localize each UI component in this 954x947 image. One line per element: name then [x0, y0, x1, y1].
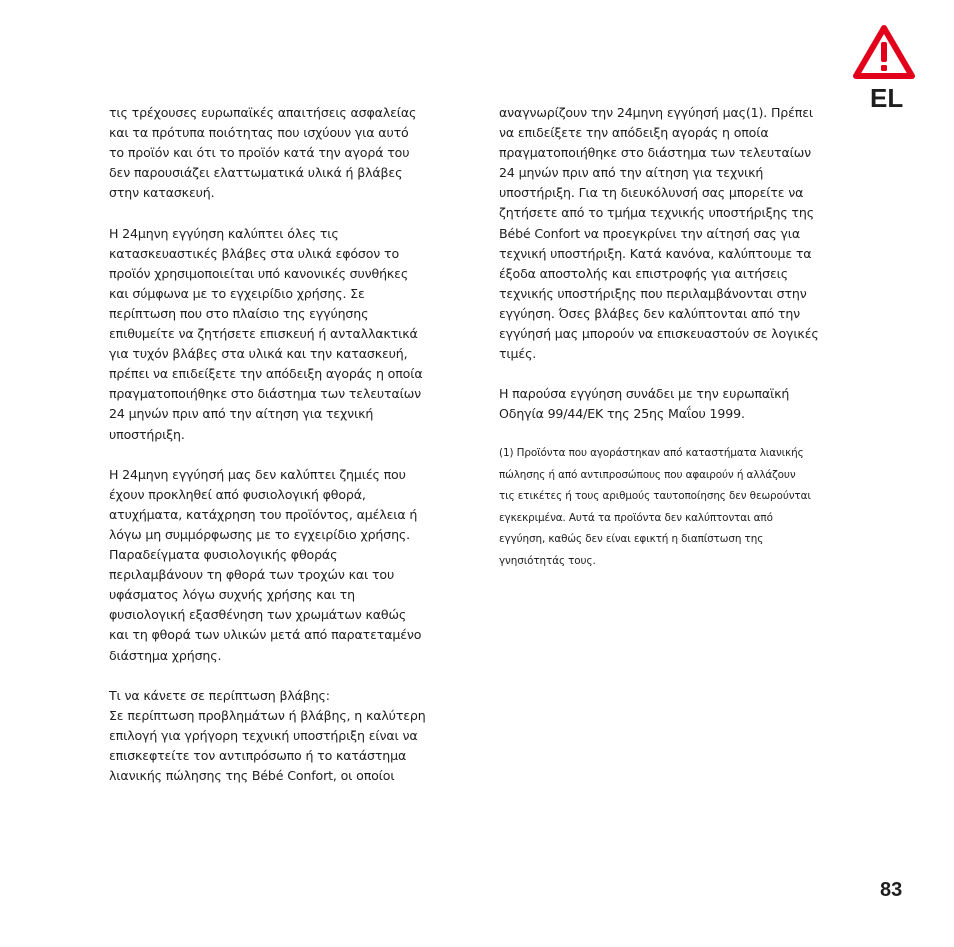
- text-line: Η 24μηνη εγγύησή μας δεν καλύπτει ζημιές που: [109, 466, 406, 482]
- text-line: υποστήριξη.: [109, 426, 185, 442]
- text-line: Η 24μηνη εγγύηση καλύπτει όλες τις: [109, 225, 339, 241]
- text-line: τιμές.: [499, 346, 537, 362]
- text-line: υποστήριξη. Για τη διευκόλυνσή σας μπορείτε να: [499, 185, 804, 201]
- text-line: υφάσματος λόγω συχνής χρήσης και τη: [109, 587, 355, 603]
- text-line: κατασκευαστικές βλάβες στα υλικά εφόσον το: [109, 245, 400, 261]
- text-line: για τυχόν βλάβες στα υλικά και την κατασκευή,: [109, 346, 408, 362]
- text-line: και τη φθορά των υλικών μετά από παρατεταμένο: [109, 627, 422, 643]
- text-line: πραγματοποιήθηκε στο διάστημα των τελευταίων: [109, 386, 422, 402]
- footnote-line: τις ετικέτες ή τους αριθμούς ταυτοποίησης δεν θεωρούνται: [499, 490, 811, 503]
- page-number: 83: [880, 879, 903, 901]
- footnote-line: εγκεκριμένα. Αυτά τα προϊόντα δεν καλύπτονται από: [499, 511, 773, 524]
- left-column: [109, 103, 474, 806]
- text-line: έξοδα αποστολής και επιστροφής για αιτήσεις: [499, 265, 788, 281]
- text-line: έχουν προκληθεί από φυσιολογική φθορά,: [109, 486, 366, 502]
- footnote-line: (1) Προϊόντα που αγοράστηκαν από καταστήματα λιανικής: [499, 447, 804, 459]
- paragraph-proof-of-purchase: [499, 103, 864, 364]
- text-line: τις τρέχουσες ευρωπαϊκές απαιτήσεις ασφαλείας: [109, 105, 417, 120]
- paragraph-exclusions: [109, 465, 474, 666]
- text-line: να επιδείξετε την απόδειξη αγοράς η οποία: [499, 125, 769, 141]
- text-line: 24 μηνών πριν από την αίτηση για τεχνική: [499, 165, 764, 181]
- text-line: αναγνωρίζουν την 24μηνη εγγύησή μας(1). Πρέπει: [499, 105, 813, 120]
- text-line: το προϊόν και ότι το προϊόν κατά την αγορά του: [109, 145, 410, 161]
- text-line: εγγύησή μας μπορούν να επισκευαστούν σε λογικές: [499, 326, 819, 342]
- footnote-line: πώλησης ή από αντιπροσώπους που αφαιρούν ή αλλάζουν: [499, 468, 796, 481]
- warning-triangle-icon: [852, 24, 916, 82]
- text-line: τεχνικής υποστήριξης που περιλαμβάνονται στην: [499, 285, 807, 301]
- text-line: Τι να κάνετε σε περίπτωση βλάβης:: [109, 687, 330, 703]
- text-line: Παραδείγματα φυσιολογικής φθοράς: [109, 547, 338, 563]
- paragraph-compliance: [109, 103, 474, 203]
- text-line: επιλογή για γρήγορη τεχνική υποστήριξη είναι να: [109, 727, 418, 743]
- text-line: διάστημα χρήσης.: [109, 647, 222, 663]
- text-line: και σύμφωνα με το εγχειρίδιο χρήσης. Σε: [109, 285, 365, 301]
- paragraph-what-to-do: [109, 686, 474, 786]
- text-line: ζητήσετε από το τμήμα τεχνικής υποστήριξης της: [499, 205, 814, 221]
- right-column: [499, 103, 864, 445]
- text-line: και τα πρότυπα ποιότητας που ισχύουν για αυτό: [109, 125, 409, 141]
- language-code: EL: [870, 83, 904, 113]
- text-line: επιθυμείτε να ζητήσετε επισκευή ή ανταλλακτικά: [109, 326, 418, 342]
- text-line: εγγύηση. Όσες βλάβες δεν καλύπτονται από την: [499, 305, 801, 321]
- text-line: Σε περίπτωση προβλημάτων ή βλάβης, η καλύτερη: [109, 707, 426, 723]
- text-line: περιλαμβάνουν τη φθορά των τροχών και του: [109, 567, 395, 583]
- text-line: λιανικής πώλησης της Bébé Confort, οι οποίοι: [109, 768, 395, 784]
- paragraph-directive: [499, 384, 864, 424]
- text-line: πρέπει να επιδείξετε την απόδειξη αγοράς η οποία: [109, 366, 423, 382]
- text-line: προϊόν χρησιμοποιείται υπό κανονικές συνθήκες: [109, 265, 409, 281]
- paragraph-warranty-coverage: [109, 224, 474, 445]
- text-line: Η παρούσα εγγύηση συνάδει με την ευρωπαϊκή: [499, 386, 790, 402]
- text-line: πραγματοποιήθηκε στο διάστημα των τελευταίων: [499, 145, 812, 161]
- footnote-line: εγγύηση, καθώς δεν είναι εφικτή η διαπίστωση της: [499, 533, 764, 546]
- text-line: φυσιολογική εξασθένηση των χρωμάτων καθώς: [109, 607, 407, 623]
- text-line: επισκεφτείτε τον αντιπρόσωπο ή το κατάστημα: [109, 748, 407, 763]
- text-line: Οδηγία 99/44/ΕΚ της 25ης Μαΐου 1999.: [499, 406, 745, 422]
- text-line: λόγω μη συμμόρφωσης με το εγχειρίδιο χρήσης.: [109, 526, 411, 542]
- text-line: τεχνική υποστήριξη. Κατά κανόνα, καλύπτουμε τα: [499, 245, 812, 261]
- footnote: [499, 443, 859, 573]
- text-line: στην κατασκευή.: [109, 185, 215, 201]
- text-line: ατυχήματα, κατάχρηση του προϊόντος, αμέλεια ή: [109, 506, 418, 522]
- text-line: περίπτωση που στο πλαίσιο της εγγύησης: [109, 305, 369, 321]
- footnote-line: γνησιότητάς τους.: [499, 554, 596, 567]
- text-line: 24 μηνών πριν από την αίτηση για τεχνική: [109, 406, 374, 422]
- text-line: δεν παρουσιάζει ελαττωματικά υλικά ή βλάβες: [109, 165, 403, 181]
- text-line: Bébé Confort να προεγκρίνει την αίτησή σας για: [499, 225, 801, 241]
